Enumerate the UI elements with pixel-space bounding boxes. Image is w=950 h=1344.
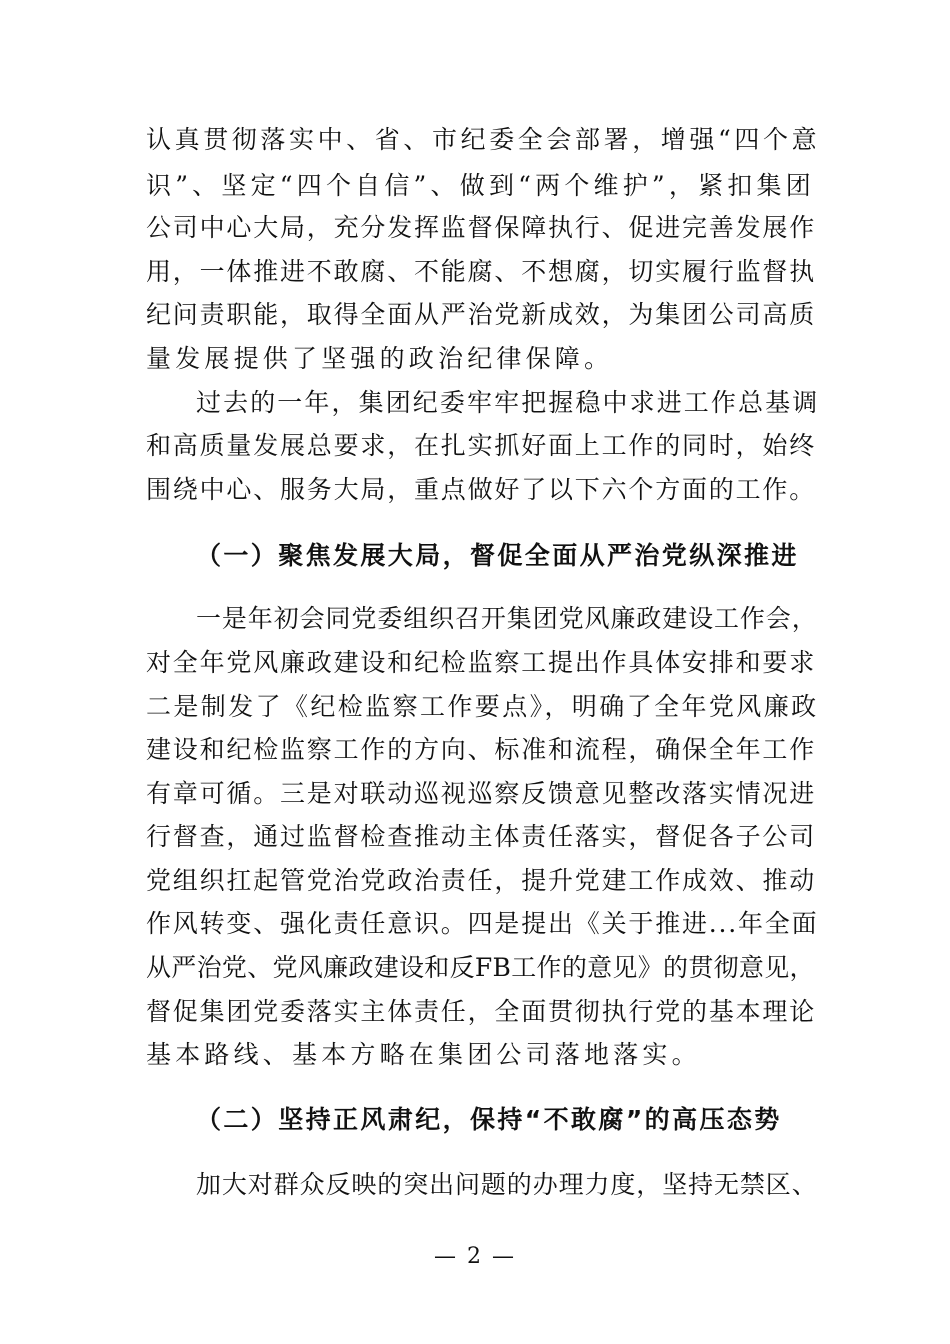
body-text-line: 公司中心大局，充分发挥监督保障执行、促进完善发展作 bbox=[146, 213, 817, 242]
body-text-line: 党组织扛起管党治党政治责任，提升党建工作成效、推动 bbox=[146, 866, 817, 895]
body-text-line: 基本路线、基本方略在集团公司落地落实。 bbox=[146, 1040, 701, 1069]
body-text-line: 一是年初会同党委组织召开集团党风廉政建设工作会， bbox=[196, 604, 818, 633]
body-text-line: 对全年党风廉政建设和纪检监察工提出作具体安排和要求 bbox=[146, 648, 817, 677]
body-text-line: 用，一体推进不敢腐、不能腐、不想腐，切实履行监督执 bbox=[146, 257, 817, 286]
body-text-line: 建设和纪检监察工作的方向、标准和流程，确保全年工作 bbox=[146, 735, 817, 764]
body-text-line: 行督查，通过监督检查推动主体责任落实，督促各子公司 bbox=[146, 822, 817, 851]
body-text-line: 从严治党、党风廉政建设和反FB工作的意见》的贯彻意见， bbox=[146, 953, 815, 982]
body-text-line: 作风转变、强化责任意识。四是提出《关于推进...年全面 bbox=[146, 909, 819, 938]
page-number: — 2 — bbox=[434, 1244, 516, 1269]
body-text-line: 有章可循。三是对联动巡视巡察反馈意见整改落实情况进 bbox=[146, 779, 817, 808]
section-heading: （二）坚持正风肃纪，保持“不敢腐”的高压态势 bbox=[196, 1105, 782, 1134]
body-text-line: 围绕中心、服务大局，重点做好了以下六个方面的工作。 bbox=[146, 475, 817, 504]
body-text-line: 认真贯彻落实中、省、市纪委全会部署，增强“四个意 bbox=[146, 125, 821, 154]
body-text-line: 量发展提供了坚强的政治纪律保障。 bbox=[146, 344, 614, 373]
body-text-line: 二是制发了《纪检监察工作要点》，明确了全年党风廉政 bbox=[146, 692, 819, 721]
body-text-line: 过去的一年，集团纪委牢牢把握稳中求进工作总基调 bbox=[196, 388, 820, 417]
section-heading: （一）聚焦发展大局，督促全面从严治党纵深推进 bbox=[196, 541, 799, 570]
body-text-line: 识”、坚定“四个自信”、做到“两个维护”，紧扣集团 bbox=[146, 171, 815, 200]
body-text-line: 加大对群众反映的突出问题的办理力度，坚持无禁区、 bbox=[196, 1170, 818, 1199]
body-text-line: 督促集团党委落实主体责任，全面贯彻执行党的基本理论 bbox=[146, 997, 817, 1026]
body-text-line: 和高质量发展总要求，在扎实抓好面上工作的同时，始终 bbox=[146, 431, 817, 460]
body-text-line: 纪问责职能，取得全面从严治党新成效，为集团公司高质 bbox=[146, 300, 817, 329]
